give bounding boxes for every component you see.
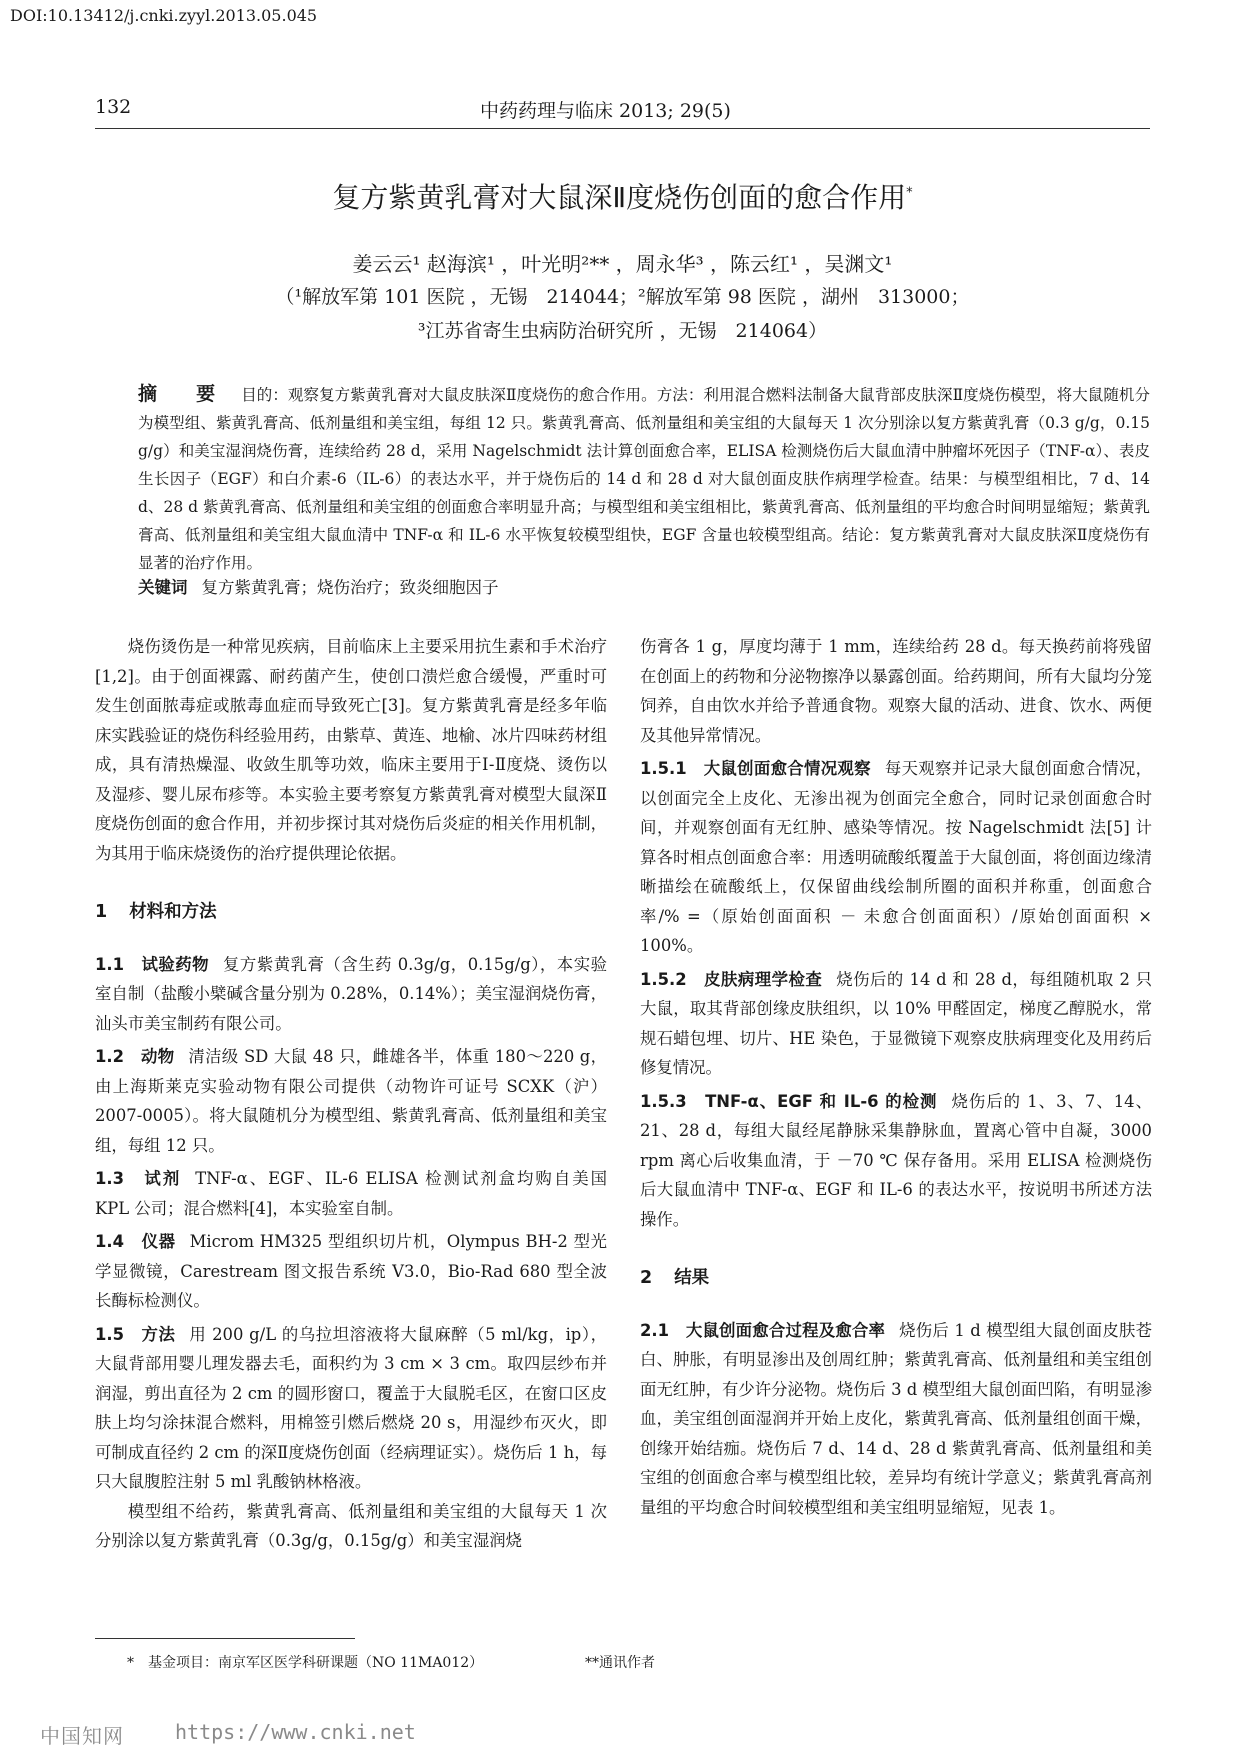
subsection-2-1 (640, 1316, 1152, 1523)
cnki-watermark-url[interactable]: https://www.cnki.net (175, 1720, 416, 1744)
subsection-1-5-1-heading: 1.5.1 大鼠创面愈合情况观察 (640, 759, 871, 778)
subsection-1-5-3 (640, 1087, 1152, 1235)
subsection-2-1-heading: 2.1 大鼠创面愈合过程及愈合率 (640, 1320, 886, 1340)
section-2-number: 2 (640, 1268, 653, 1288)
subsection-1-2-text: 清洁级 SD 大鼠 48 只，雌雄各半，体重 180～220 g，由上海斯莱克实验动物有限公司提供（动物许可证号 SCXK（沪）2007-0005）。将大鼠随机分为模型组、紫黄乳膏高、低剂量组和美宝组，每组 12 只。 (95, 1047, 607, 1155)
keywords-label: 关键词 (138, 578, 188, 597)
footnote-rule (95, 1638, 355, 1639)
subsection-1-5-1 (640, 754, 1152, 961)
subsection-1-4-heading: 1.4 仪器 (95, 1232, 176, 1251)
subsection-1-5-2-heading: 1.5.2 皮肤病理学检查 (640, 969, 823, 989)
subsection-1-5-heading: 1.5 方法 (95, 1324, 176, 1344)
subsection-2-1-text: 烧伤后 1 d 模型组大鼠创面皮肤苍白、肿胀，有明显渗出及创周红肿；紫黄乳膏高、低剂量组和美宝组创面无红肿，有少许分泌物。烧伤后 3 d 模型组大鼠创面凹陷，有明显渗血，美宝组创面湿润并开始上皮化，紫黄乳膏高、低剂量组创面干燥，创缘开始结痂。烧伤后 7 d、14 d、28 d 紫黄乳膏高、低剂量组和美宝组的创面愈合率与模型组比较，差异均有统计学意义；紫黄乳膏高剂量组的平均愈合时间较模型组和美宝组明显缩短，见表 1。 (640, 1320, 1152, 1517)
subsection-1-1-heading: 1.1 试验药物 (95, 954, 210, 974)
title-footnote-mark: * (906, 185, 913, 201)
abstract-label: 摘 要 (138, 383, 226, 405)
subsection-1-2 (95, 1042, 607, 1160)
article-title (95, 176, 1150, 216)
keywords (138, 574, 1150, 598)
subsection-1-5-2-text: 烧伤后的 14 d 和 28 d，每组随机取 2 只大鼠，取其背部创缘皮肤组织，以 10% 甲醛固定，梯度乙醇脱水，常规石蜡包埋、切片、HE 染色，于显微镜下观察皮肤病理变化及用药后修复情况。 (640, 969, 1152, 1077)
section-1-number: 1 (95, 902, 108, 922)
section-2-title: 结果 (674, 1268, 710, 1288)
subsection-1-1 (95, 950, 607, 1039)
subsection-1-4 (95, 1227, 607, 1316)
funding-footnote: * 基金项目：南京军区医学科研课题（NO 11MA012） (127, 1655, 484, 1671)
abstract (138, 380, 1150, 577)
subsection-1-4-text: Microm HM325 型组织切片机，Olympus BH-2 型光学显微镜，Carestream 图文报告系统 V3.0，Bio-Rad 680 型全波长酶标检测仪。 (95, 1232, 607, 1310)
subsection-1-3 (95, 1164, 607, 1223)
subsection-1-5-continued: 模型组不给药，紫黄乳膏高、低剂量组和美宝组的大鼠每天 1 次分别涂以复方紫黄乳膏（0.3g/g，0.15g/g）和美宝湿润烧 (95, 1501, 607, 1550)
author-list: 姜云云¹ 赵海滨¹ ，叶光明²** ，周永华³ ，陈云红¹ ，吴渊文¹ (352, 252, 893, 276)
subsection-1-5 (95, 1320, 607, 1497)
affiliation-line-2: ³江苏省寄生虫病防治研究所 ，无锡 214064） (417, 320, 828, 342)
subsection-1-5-2 (640, 965, 1152, 1083)
section-2-heading (640, 1264, 1152, 1294)
doi-line: DOI:10.13412/j.cnki.zyyl.2013.05.045 (10, 6, 318, 25)
affiliation-line-1: （¹解放军第 101 医院 ，无锡 214044；²解放军第 98 医院 ，湖州 313000； (275, 286, 970, 308)
subsection-1-1-text: 复方紫黄乳膏（含生药 0.3g/g，0.15g/g），本实验室自制（盐酸小檗碱含量分别为 0.28%，0.14%）；美宝湿润烧伤膏，汕头市美宝制药有限公司。 (95, 954, 607, 1033)
cnki-watermark-logo: 中国知网 (40, 1724, 124, 1748)
subsection-1-3-text: TNF-α、EGF、IL-6 ELISA 检测试剂盒均购自美国 KPL 公司；混合燃料[4]，本实验室自制。 (95, 1169, 607, 1218)
right-column (640, 632, 1152, 1522)
page-number: 132 (95, 96, 132, 118)
subsection-1-3-heading: 1.3 试剂 (95, 1169, 182, 1188)
abstract-text: 目的：观察复方紫黄乳膏对大鼠皮肤深Ⅱ度烧伤的愈合作用。方法：利用混合燃料法制备大鼠背部皮肤深Ⅱ度烧伤模型，将大鼠随机分为模型组、紫黄乳膏高、低剂量组和美宝组，每组 12 只。紫黄乳膏高、低剂量组和美宝组的大鼠每天 1 次分别涂以复方紫黄乳膏（0.3 g/g，0.15 g/g）和美宝湿润烧伤膏，连续给药 28 d，采用 Nagelschmidt 法计算创面愈合率，ELISA 检测烧伤后大鼠血清中肿瘤坏死因子（TNF-α）、表皮生长因子（EGF）和白介素-6（IL-6）的表达水平，并于烧伤后的 14 d 和 28 d 对大鼠创面皮肤作病理学检查。结果：与模型组相比，7 d、14 d、28 d 紫黄乳膏高、低剂量组和美宝组的创面愈合率明显升高；与模型组和美宝组相比，紫黄乳膏高、低剂量组的平均愈合时间明显缩短；紫黄乳膏高、低剂量组和美宝组大鼠血清中 TNF-α 和 IL-6 水平恢复较模型组快，EGF 含量也较模型组高。结论：复方紫黄乳膏对大鼠皮肤深Ⅱ度烧伤有显著的治疗作用。 (138, 386, 1150, 572)
corresponding-author-footnote: **通讯作者 (585, 1655, 655, 1671)
intro-paragraph: 烧伤烫伤是一种常见疾病，目前临床上主要采用抗生素和手术治疗[1,2]。由于创面裸露、耐药菌产生，使创口溃烂愈合缓慢，严重时可发生创面脓毒症或脓毒血症而导致死亡[3]。复方紫黄乳膏是经多年临床实践验证的烧伤科经验用药，由紫草、黄连、地榆、冰片四味药材组成，具有清热燥湿、收敛生肌等功效，临床主要用于Ⅰ-Ⅱ度烧、烫伤以及湿疹、婴儿尿布疹等。本实验主要考察复方紫黄乳膏对模型大鼠深Ⅱ度烧伤创面的愈合作用，并初步探讨其对烧伤后炎症的相关作用机制，为其用于临床烧烫伤的治疗提供理论依据。 (95, 637, 607, 863)
subsection-1-5-1-text: 每天观察并记录大鼠创面愈合情况，以创面完全上皮化、无渗出视为创面完全愈合，同时记录创面愈合时间，并观察创面有无红肿、感染等情况。按 Nagelschmidt 法[5] 计算各时相点创面愈合率：用透明硫酸纸覆盖于大鼠创面，将创面边缘清晰描绘在硫酸纸上，仅保留曲线绘制所圈的面积并称重，创面愈合率/% =（原始创面面积 － 未愈合创面面积）/原始创面面积 × 100%。 (640, 759, 1153, 955)
left-column (95, 632, 607, 1556)
subsection-1-2-heading: 1.2 动物 (95, 1047, 175, 1066)
keywords-text: 复方紫黄乳膏；烧伤治疗；致炎细胞因子 (201, 578, 499, 597)
section-1-title: 材料和方法 (129, 902, 217, 922)
journal-header: 中药药理与临床 2013; 29(5) (480, 100, 731, 122)
section-1-heading (95, 898, 607, 928)
subsection-1-5-text: 用 200 g/L 的乌拉坦溶液将大鼠麻醉（5 ml/kg，ip），大鼠背部用婴儿理发器去毛，面积约为 3 cm × 3 cm。取四层纱布并润湿，剪出直径为 2 cm 的圆形窗口，覆盖于大鼠脱毛区，在窗口区皮肤上均匀涂抹混合燃料，用棉签引燃后燃烧 20 s，用湿纱布灭火，即可制成直径约 2 cm 的深Ⅱ度烧伤创面（经病理证实）。烧伤后 1 h，每只大鼠腹腔注射 5 ml 乳酸钠林格液。 (95, 1324, 607, 1491)
title-text: 复方紫黄乳膏对大鼠深Ⅱ度烧伤创面的愈合作用 (332, 181, 907, 214)
header-rule (95, 128, 1150, 129)
subsection-1-5-3-heading: 1.5.3 TNF-α、EGF 和 IL-6 的检测 (640, 1091, 938, 1111)
continued-paragraph: 伤膏各 1 g，厚度均薄于 1 mm，连续给药 28 d。每天换药前将残留在创面上的药物和分泌物擦净以暴露创面。给药期间，所有大鼠均分笼饲养，自由饮水并给予普通食物。观察大鼠的活动、进食、饮水、两便及其他异常情况。 (640, 637, 1152, 745)
subsection-1-5-3-text: 烧伤后的 1、3、7、14、21、28 d，每组大鼠经尾静脉采集静脉血，置离心管中自凝，3000 rpm 离心后收集血清，于 －70 ℃ 保存备用。采用 ELISA 检测烧伤后大鼠血清中 TNF-α、EGF 和 IL-6 的表达水平，按说明书所述方法操作。 (640, 1091, 1152, 1229)
